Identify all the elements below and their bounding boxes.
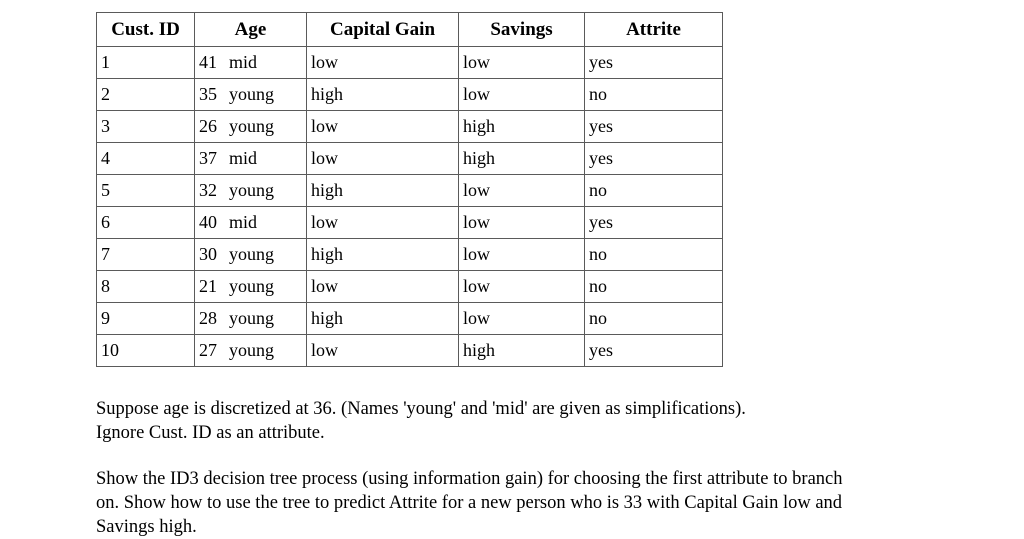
cell-cust-id: 5 <box>97 175 195 207</box>
cell-savings: low <box>459 207 585 239</box>
cell-attrite: yes <box>585 143 723 175</box>
header-age: Age <box>195 13 307 47</box>
cell-attrite: yes <box>585 47 723 79</box>
cell-age <box>195 47 307 79</box>
cell-attrite: yes <box>585 207 723 239</box>
cell-savings: low <box>459 303 585 335</box>
cell-savings: low <box>459 239 585 271</box>
table-row <box>97 303 723 335</box>
cell-capital-gain: high <box>307 175 459 207</box>
cell-attrite: yes <box>585 111 723 143</box>
header-attrite: Attrite <box>585 13 723 47</box>
age-category: young <box>229 244 274 264</box>
table-header-row <box>97 13 723 47</box>
cell-capital-gain: low <box>307 335 459 367</box>
cell-attrite: no <box>585 303 723 335</box>
cell-cust-id: 9 <box>97 303 195 335</box>
age-value: 27 <box>199 340 217 360</box>
cell-capital-gain: low <box>307 111 459 143</box>
table-row <box>97 143 723 175</box>
cell-attrite: yes <box>585 335 723 367</box>
age-category: young <box>229 180 274 200</box>
cell-attrite: no <box>585 239 723 271</box>
cell-cust-id: 3 <box>97 111 195 143</box>
age-value: 26 <box>199 116 217 136</box>
text-line: Suppose age is discretized at 36. (Names 'young' and 'mid' are given as simplifications). <box>96 399 746 419</box>
age-value: 28 <box>199 308 217 328</box>
cell-capital-gain: low <box>307 47 459 79</box>
age-value: 37 <box>199 148 217 168</box>
cell-age <box>195 303 307 335</box>
age-value: 40 <box>199 212 217 232</box>
age-category: mid <box>229 148 258 168</box>
cell-capital-gain: low <box>307 207 459 239</box>
cell-age <box>195 271 307 303</box>
cell-savings: low <box>459 79 585 111</box>
cell-attrite: no <box>585 175 723 207</box>
cell-savings: low <box>459 47 585 79</box>
cell-age <box>195 335 307 367</box>
cell-capital-gain: high <box>307 79 459 111</box>
cell-cust-id: 1 <box>97 47 195 79</box>
cell-age <box>195 143 307 175</box>
text-line: Show the ID3 decision tree process (using information gain) for choosing the first attribute to branch <box>96 469 843 489</box>
header-cust-id: Cust. ID <box>97 13 195 47</box>
age-category: mid <box>229 212 258 232</box>
table-row <box>97 335 723 367</box>
text-line: on. Show how to use the tree to predict Attrite for a new person who is 33 with Capital Gain low and <box>96 493 843 513</box>
table-row <box>97 271 723 303</box>
cell-cust-id: 6 <box>97 207 195 239</box>
age-value: 32 <box>199 180 217 200</box>
table-row <box>97 175 723 207</box>
cell-attrite: no <box>585 79 723 111</box>
cell-savings: high <box>459 335 585 367</box>
age-category: young <box>229 340 274 360</box>
cell-capital-gain: low <box>307 143 459 175</box>
cell-savings: low <box>459 271 585 303</box>
table-row <box>97 79 723 111</box>
age-value: 35 <box>199 84 217 104</box>
cell-capital-gain: low <box>307 271 459 303</box>
customer-table <box>96 12 723 367</box>
cell-age <box>195 239 307 271</box>
cell-age <box>195 111 307 143</box>
age-value: 41 <box>199 52 217 72</box>
age-category: young <box>229 276 274 296</box>
table-row <box>97 239 723 271</box>
cell-capital-gain: high <box>307 239 459 271</box>
age-value: 21 <box>199 276 217 296</box>
cell-cust-id: 2 <box>97 79 195 111</box>
cell-age <box>195 79 307 111</box>
age-category: young <box>229 308 274 328</box>
cell-cust-id: 10 <box>97 335 195 367</box>
age-category: mid <box>229 52 258 72</box>
text-line: Ignore Cust. ID as an attribute. <box>96 423 325 443</box>
age-category: young <box>229 116 274 136</box>
age-value: 30 <box>199 244 217 264</box>
header-savings: Savings <box>459 13 585 47</box>
cell-cust-id: 7 <box>97 239 195 271</box>
cell-savings: high <box>459 111 585 143</box>
table-row <box>97 207 723 239</box>
cell-savings: high <box>459 143 585 175</box>
cell-attrite: no <box>585 271 723 303</box>
instruction-paragraph-2 <box>96 467 956 539</box>
table-row <box>97 47 723 79</box>
cell-cust-id: 4 <box>97 143 195 175</box>
text-line: Savings high. <box>96 517 197 537</box>
cell-savings: low <box>459 175 585 207</box>
cell-age <box>195 207 307 239</box>
header-capital-gain: Capital Gain <box>307 13 459 47</box>
cell-cust-id: 8 <box>97 271 195 303</box>
cell-capital-gain: high <box>307 303 459 335</box>
table-body <box>97 47 723 367</box>
table-row <box>97 111 723 143</box>
instruction-paragraph-1 <box>96 397 956 445</box>
cell-age <box>195 175 307 207</box>
age-category: young <box>229 84 274 104</box>
